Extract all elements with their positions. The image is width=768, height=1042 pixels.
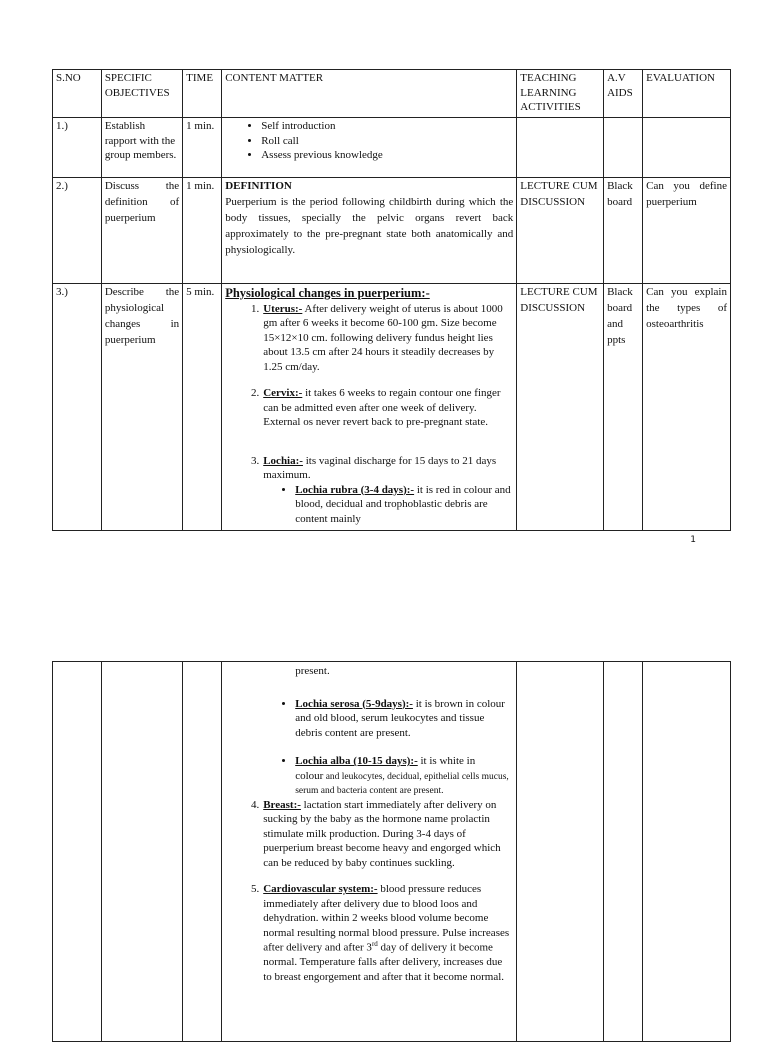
row-activity bbox=[517, 118, 604, 178]
table-row bbox=[53, 178, 731, 284]
list-item: • Roll call bbox=[261, 134, 513, 149]
carry-over-text: present. bbox=[295, 665, 330, 677]
row-content bbox=[222, 118, 517, 178]
row-sno: 3.) bbox=[53, 284, 102, 531]
row-aids bbox=[604, 118, 643, 178]
list-item: • Lochia serosa (5-9days):- it is brown in colour and old blood, serum leukocytes and tissue debris content are present. bbox=[295, 697, 513, 741]
header-activities: TEACHING LEARNING ACTIVITIES bbox=[517, 70, 604, 118]
header-sno: S.NO bbox=[53, 70, 102, 118]
item-text: its vaginal discharge for 15 days to 21 days maximum. bbox=[263, 454, 497, 482]
list-item: • Assess previous knowledge bbox=[261, 148, 513, 163]
row-sno: 2.) bbox=[53, 178, 102, 284]
row-activity: LECTURE CUM DISCUSSION bbox=[517, 284, 604, 531]
header-row bbox=[53, 70, 731, 118]
list-item: 1. Uterus:- After delivery weight of uterus is about 1000 gm after 6 weeks it become 60-100 gm. Size become 15×12×10 cm. following delivery fundus height lies about 13.5 cm after 24 hours it steadily decreases by 1.25 cm/day. bbox=[250, 302, 503, 373]
row-time: 1 min. bbox=[183, 178, 222, 284]
row-evaluation: Can you explain the types of osteoarthritis bbox=[643, 284, 731, 531]
sub-list bbox=[225, 754, 513, 798]
header-aids: A.V AIDS bbox=[604, 70, 643, 118]
header-objectives: SPECIFIC OBJECTIVES bbox=[101, 70, 182, 118]
row-aids: Black board bbox=[604, 178, 643, 284]
list-item: • Lochia rubra (3-4 days):- it is red in colour and blood, decidual and trophoblastic debris are content mainly bbox=[295, 483, 513, 527]
item-title: Lochia:- bbox=[263, 454, 303, 467]
definition-text: Puerperium is the period following childbirth during which the body tissues, specially the pelvic organs revert back approximately to the pre-pregnant state both anatomically and physiologically. bbox=[225, 195, 514, 256]
sub-list bbox=[225, 483, 513, 527]
list-item: 2. Cervix:- it takes 6 weeks to regain contour one finger can be admitted even after one week of delivery. External os never revert back to pre-pregnant state. bbox=[250, 387, 501, 429]
row-objective: Establish rapport with the group members. bbox=[101, 118, 182, 178]
row-content bbox=[222, 662, 517, 1042]
row-objective: Describe the physiological changes in puerperium bbox=[101, 284, 182, 531]
item-title: Cardiovascular system:- bbox=[263, 883, 378, 896]
row-evaluation: Can you define puerperium bbox=[643, 178, 731, 284]
item-title: Breast:- bbox=[263, 798, 301, 811]
list-item: • Lochia alba (10-15 days):- it is white in colour and leukocytes, decidual, epithelial cells mucus, serum and bacteria content are present. bbox=[295, 754, 513, 798]
row-sno: 1.) bbox=[53, 118, 102, 178]
list-item: 4. Breast:- lactation start immediately after delivery on sucking by the baby as the hormone name prolactin stimulate milk production. During 3-4 days of puerperium breast become heavy and engorged which can be reduced by baby continues suckling. bbox=[250, 798, 501, 869]
header-evaluation: EVALUATION bbox=[643, 70, 731, 118]
list-item: 5. Cardiovascular system:- blood pressure reduces immediately after delivery due to blood loos and dehydration. within 2 weeks blood volume become normal resulting normal blood pressure. Pulse increases after delivery and after 3rd day of delivery it become normal. Temperature falls after delivery, increases due to breast engorgement and after that it become normal. bbox=[250, 883, 510, 983]
item-text: lactation start immediately after delivery on sucking by the baby as the hormone name prolactin stimulate milk production. During 3-4 days of puerperium breast become heavy and engorged which can be reduced by baby continues suckling. bbox=[263, 798, 501, 869]
row-activity: LECTURE CUM DISCUSSION bbox=[517, 178, 604, 284]
item-text: After delivery weight of uterus is about 1000 gm after 6 weeks it become 60-100 gm. Size become 15×12×10 cm. following delivery fundus height lies about 13.5 cm after 24 hours it steadily decreases by 1.25 cm/day. bbox=[263, 302, 503, 373]
bullet-list bbox=[225, 119, 513, 163]
row-evaluation bbox=[643, 118, 731, 178]
definition-heading: DEFINITION bbox=[225, 180, 292, 192]
item-title: Cervix:- bbox=[263, 387, 303, 400]
row-evaluation bbox=[643, 662, 731, 1042]
table-row bbox=[53, 284, 731, 531]
row-time bbox=[183, 662, 222, 1042]
row-objective: Discuss the definition of puerperium bbox=[101, 178, 182, 284]
table-row bbox=[53, 662, 731, 1042]
sub-list bbox=[225, 697, 513, 741]
page-number: 1 bbox=[690, 535, 696, 545]
row-objective bbox=[101, 662, 182, 1042]
row-aids: Black board and ppts bbox=[604, 284, 643, 531]
list-item: 3. Lochia:- its vaginal discharge for 15 days to 21 days maximum. bbox=[250, 454, 497, 482]
row-sno bbox=[53, 662, 102, 1042]
row-time: 1 min. bbox=[183, 118, 222, 178]
item-title: Uterus:- bbox=[263, 302, 303, 315]
list-item: • Self introduction bbox=[261, 119, 513, 134]
item-text: it takes 6 weeks to regain contour one finger can be admitted even after one week of delivery. External os never revert back to pre-pregnant state. bbox=[263, 387, 501, 429]
row-time: 5 min. bbox=[183, 284, 222, 531]
lesson-plan-table-page-2 bbox=[52, 661, 731, 1042]
section-heading: Physiological changes in puerperium:- bbox=[225, 286, 430, 300]
header-time: TIME bbox=[183, 70, 222, 118]
row-content bbox=[222, 178, 517, 284]
lesson-plan-table-page-1 bbox=[52, 69, 731, 531]
row-content bbox=[222, 284, 517, 531]
table-row bbox=[53, 118, 731, 178]
row-aids bbox=[604, 662, 643, 1042]
row-activity bbox=[517, 662, 604, 1042]
header-content: CONTENT MATTER bbox=[222, 70, 517, 118]
